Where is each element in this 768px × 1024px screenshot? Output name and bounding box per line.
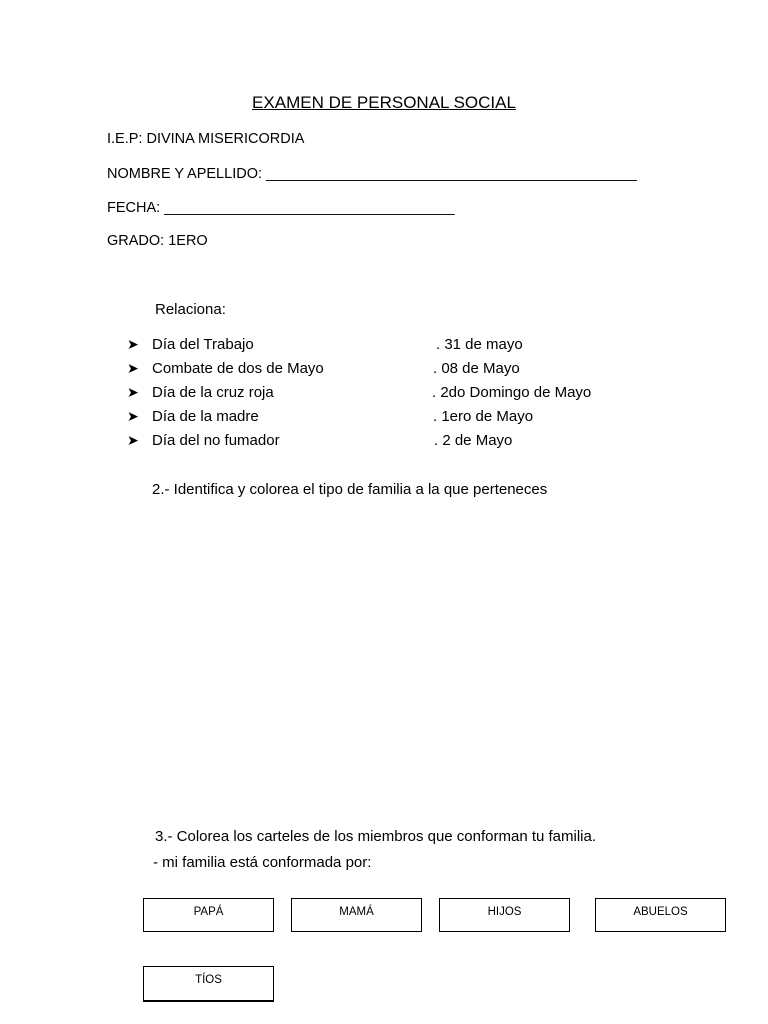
match-right-item: . 31 de mayo	[436, 336, 523, 353]
family-members-subtitle: - mi familia está conformada por:	[153, 854, 372, 871]
grade-field: GRADO: 1ERO	[107, 233, 208, 249]
match-list	[127, 336, 647, 456]
match-row	[127, 432, 647, 456]
school-field: I.E.P: DIVINA MISERICORDIA	[107, 131, 305, 147]
card-mama: MAMÁ	[291, 898, 422, 932]
match-instruction: Relaciona:	[155, 301, 226, 318]
match-left-item: Día del Trabajo	[152, 336, 254, 353]
arrowhead-bullet-icon: ➤	[127, 432, 139, 448]
match-right-item: . 2 de Mayo	[434, 432, 513, 449]
match-left-item: Combate de dos de Mayo	[152, 360, 324, 377]
match-left-item: Día del no fumador	[152, 432, 280, 449]
exam-title-text: EXAMEN DE PERSONAL SOCIAL	[252, 93, 516, 112]
family-type-question: 2.- Identifica y colorea el tipo de familia a la que perteneces	[152, 481, 548, 498]
match-right-item: . 1ero de Mayo	[433, 408, 534, 425]
card-abuelos: ABUELOS	[595, 898, 726, 932]
exam-title	[0, 93, 768, 113]
arrowhead-bullet-icon: ➤	[127, 336, 139, 352]
match-left-item: Día de la madre	[152, 408, 259, 425]
card-hijos: HIJOS	[439, 898, 570, 932]
arrowhead-bullet-icon: ➤	[127, 384, 139, 400]
match-row	[127, 384, 647, 408]
match-row	[127, 336, 647, 360]
match-row	[127, 360, 647, 384]
date-field: FECHA: ____________________________________	[107, 200, 455, 216]
match-left-item: Día de la cruz roja	[152, 384, 274, 401]
match-right-item: . 08 de Mayo	[433, 360, 520, 377]
arrowhead-bullet-icon: ➤	[127, 408, 139, 424]
match-row	[127, 408, 647, 432]
card-tios: TÍOS	[143, 966, 274, 1002]
card-papa: PAPÁ	[143, 898, 274, 932]
family-members-question: 3.- Colorea los carteles de los miembros que conforman tu familia.	[155, 828, 597, 845]
name-field: NOMBRE Y APELLIDO: ______________________________________________	[107, 166, 637, 182]
arrowhead-bullet-icon: ➤	[127, 360, 139, 376]
match-right-item: . 2do Domingo de Mayo	[432, 384, 592, 401]
